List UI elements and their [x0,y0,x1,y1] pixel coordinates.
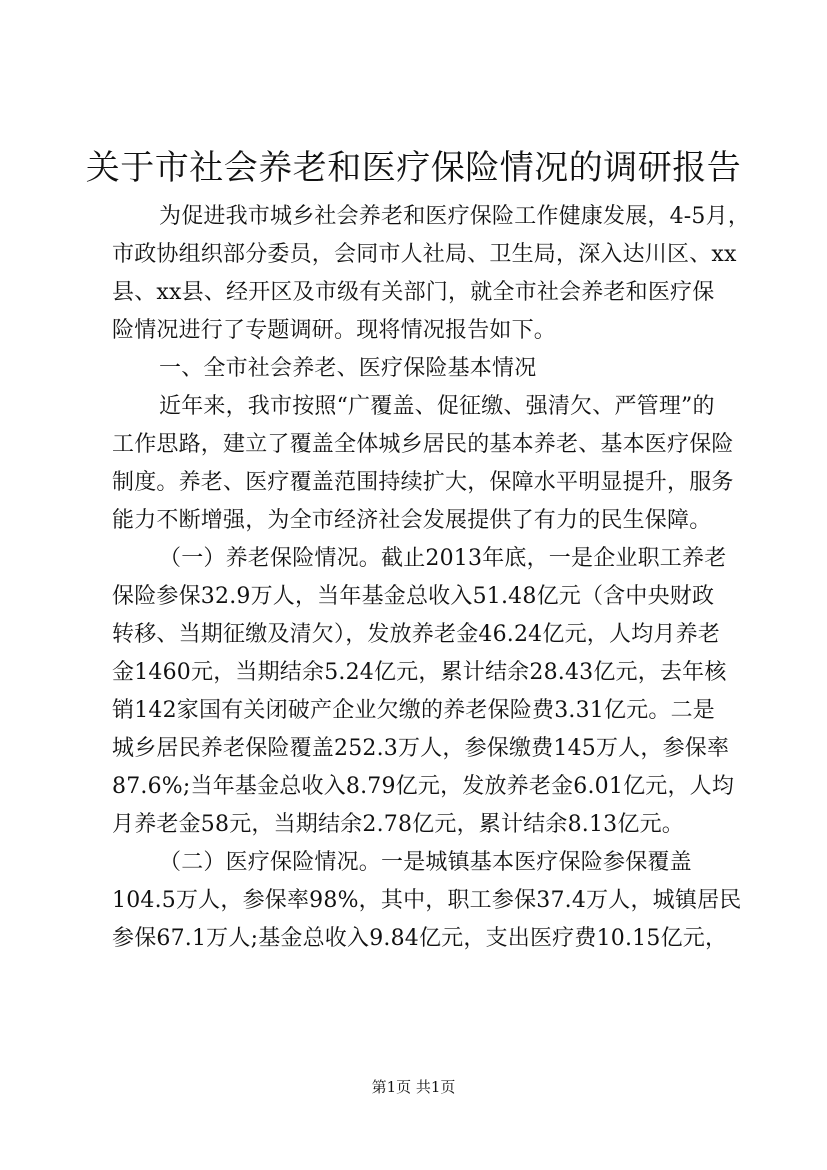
paragraph-line-14: 城乡居民养老保险覆盖252.3万人，参保缴费145万人，参保率 [112,736,730,761]
paragraph-line-13: 销142家国有关闭破产企业欠缴的养老保险费3.31亿元。二是 [112,698,715,723]
paragraph-line-5: 近年来，我市按照“广覆盖、促征缴、强清欠、严管理”的 [159,394,715,419]
paragraph-line-9: （一）养老保险情况。截止2013年底，一是企业职工养老 [159,546,727,571]
paragraph-line-6: 工作思路，建立了覆盖全体城乡居民的基本养老、基本医疗保险 [112,432,734,457]
paragraph-line-19: 参保67.1万人;基金总收入9.84亿元，支出医疗费10.15亿元， [112,926,728,951]
paragraph-line-4: 险情况进行了专题调研。现将情况报告如下。 [112,318,557,343]
paragraph-line-3: 县、xx县、经开区及市级有关部门，就全市社会养老和医疗保 [112,280,715,305]
paragraph-line-18: 104.5万人，参保率98%，其中，职工参保37.4万人，城镇居民 [112,888,742,913]
paragraph-line-12: 金1460元，当期结余5.24亿元，累计结余28.43亿元，去年核 [112,660,727,685]
paragraph-line-10: 保险参保32.9万人，当年基金总收入51.48亿元（含中央财政 [112,584,715,609]
paragraph-line-1: 为促进我市城乡社会养老和医疗保险工作健康发展，4-5月， [159,204,751,229]
paragraph-line-8: 能力不断增强，为全市经济社会发展提供了有力的民生保障。 [112,508,712,533]
paragraph-line-7: 制度。养老、医疗覆盖范围持续扩大，保障水平明显提升，服务 [112,470,734,495]
page-number-footer: 第1页 共1页 [371,1078,456,1096]
section-heading: 一、全市社会养老、医疗保险基本情况 [159,356,537,381]
paragraph-line-11: 转移、当期征缴及清欠），发放养老金46.24亿元，人均月养老 [112,622,720,647]
document-title: 关于市社会养老和医疗保险情况的调研报告 [85,148,742,188]
paragraph-line-16: 月养老金58元，当期结余2.78亿元，累计结余8.13亿元。 [112,812,684,837]
paragraph-line-17: （二）医疗保险情况。一是城镇基本医疗保险参保覆盖 [159,850,692,875]
paragraph-line-15: 87.6%;当年基金总收入8.79亿元，发放养老金6.01亿元，人均 [112,774,735,799]
paragraph-line-2: 市政协组织部分委员，会同市人社局、卫生局，深入达川区、xx [112,242,737,267]
